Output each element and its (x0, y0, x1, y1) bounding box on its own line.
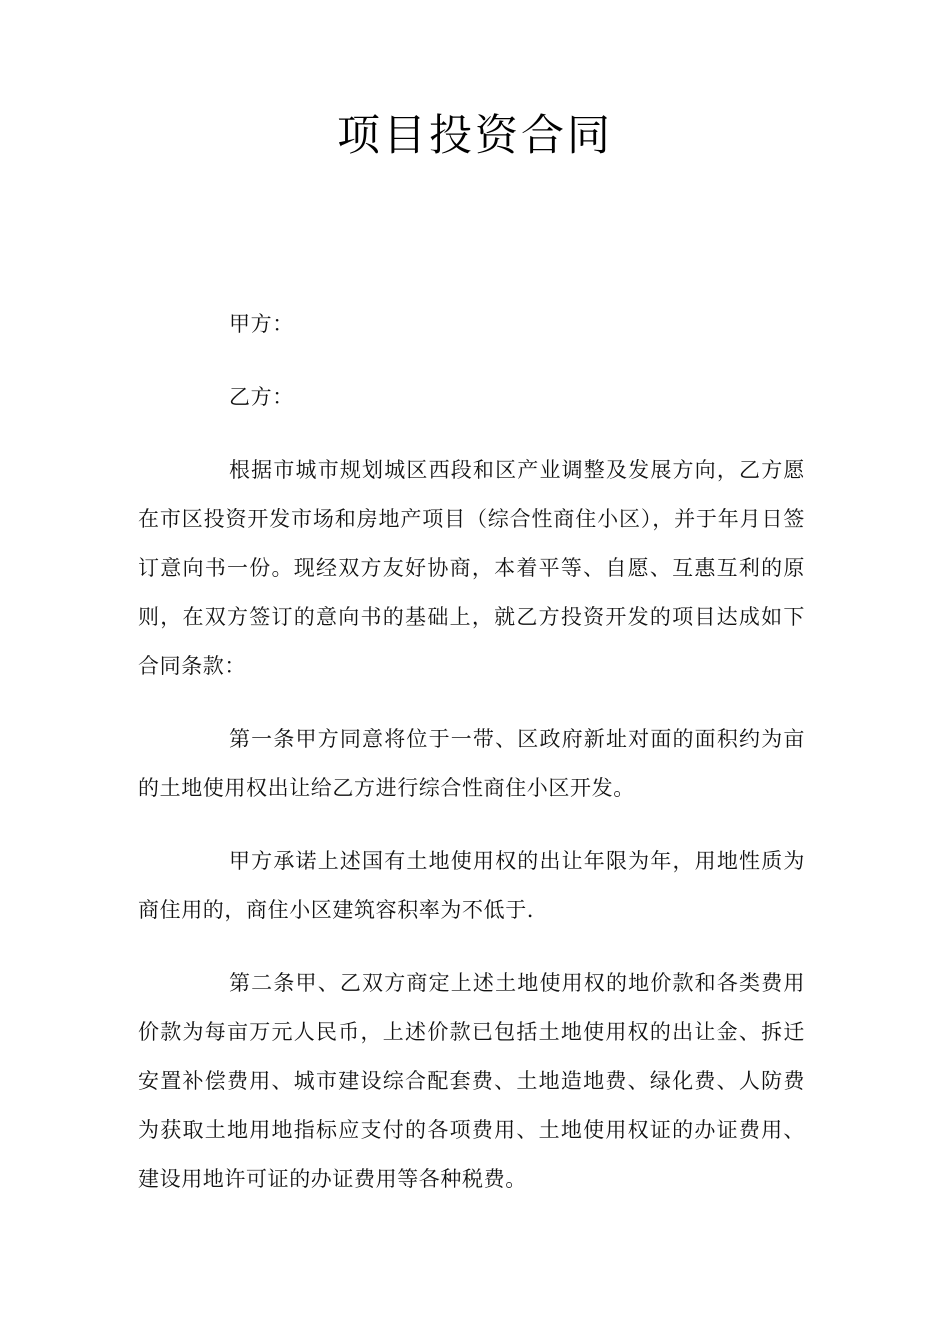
party-a-label: 甲方： (229, 312, 294, 336)
document-title: 项目投资合同 (337, 111, 613, 161)
article-2-paragraph: 第二条甲、乙双方商定上述土地使用权的地价款和各类费用价款为每亩万元人民币，上述价款已包括土地使用权的出让金、拆迁安置补偿费用、城市建设综合配套费、土地造地费、绿化费、人防费为获取土地用地指标应支付的各项费用、土地使用权证的办证费用、建设用地许可证的办证费用等各种税费。 (138, 971, 805, 1191)
document-body (138, 300, 805, 1228)
article-1-paragraph: 第一条甲方同意将位于一带、区政府新址对面的面积约为亩的土地使用权出让给乙方进行综合性商住小区开发。 (138, 727, 805, 800)
intro-paragraph: 根据市城市规划城区西段和区产业调整及发展方向，乙方愿在市区投资开发市场和房地产项目（综合性商住小区），并于年月日签订意向书一份。现经双方友好协商，本着平等、自愿、互惠互利的原则，在双方签订的意向书的基础上，就乙方投资开发的项目达成如下合同条款： (138, 458, 805, 678)
party-b-label: 乙方： (229, 385, 294, 409)
article-1-promise-paragraph: 甲方承诺上述国有土地使用权的出让年限为年，用地性质为商住用的，商住小区建筑容积率为不低于. (138, 849, 805, 922)
